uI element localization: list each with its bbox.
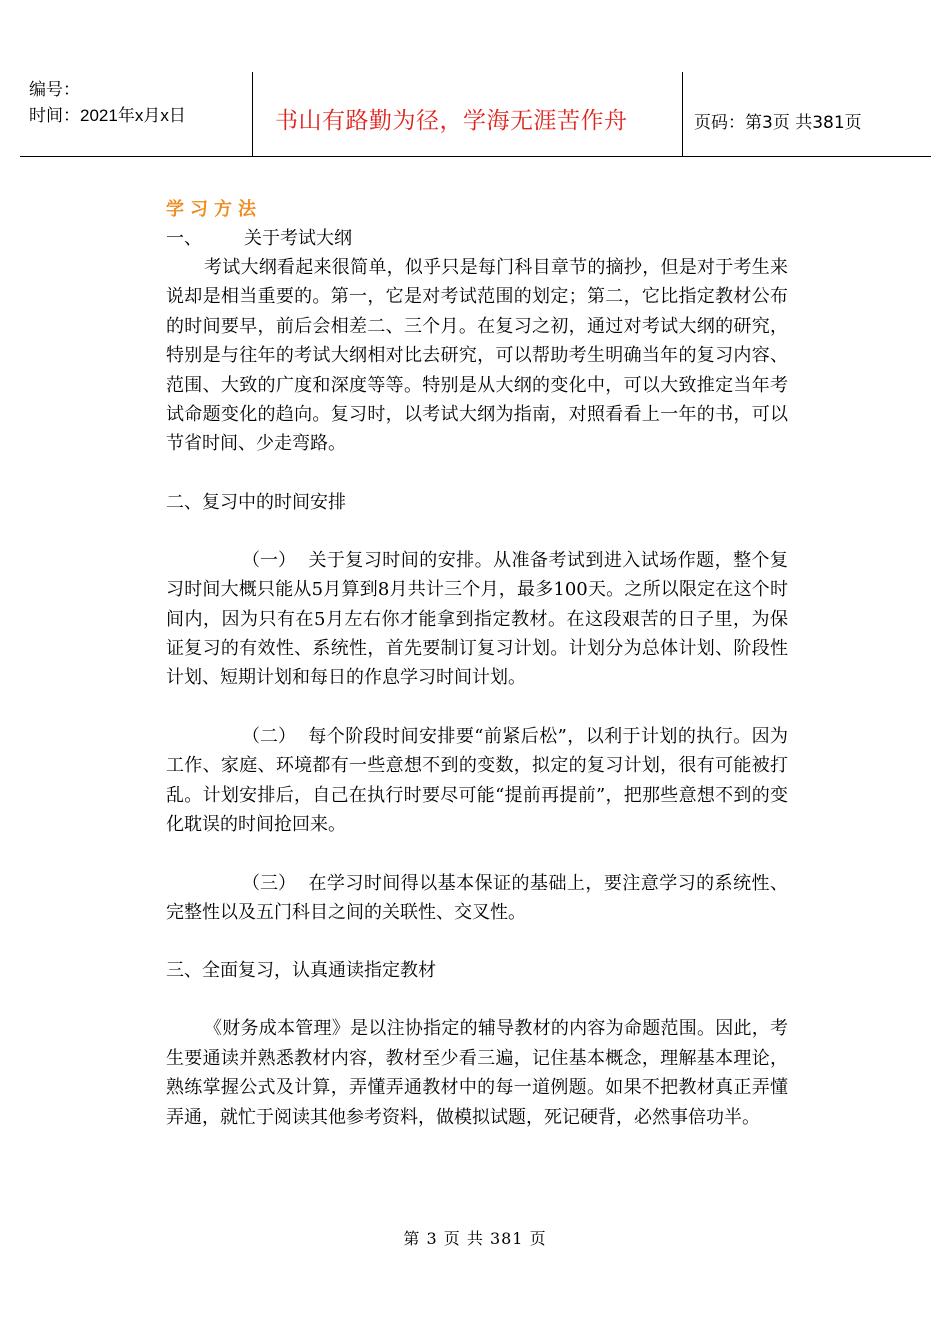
item-1-text: 关于复习时间的安排。从准备考试到进入试场作题，整个复习时间大概只能从5月算到8月共计三个月，最多100天。之所以限定在这个时间内，因为只有在5月左右你才能拿到指定教材。在这段艰苦的日子里，为保证复习的有效性、系统性，首先要制订复习计划。计划分为总体计划、阶段性计划、短期计划和每日的作息学习时间计划。 bbox=[166, 549, 788, 689]
paragraph-syllabus: 考试大纲看起来很简单，似乎只是每门科目章节的摘抄，但是对于考生来说却是相当重要的。第一，它是对考试范围的划定；第二，它比指定教材公布的时间要早，前后会相差二、三个月。在复习之初，通过对考试大纲的研究，特别是与往年的考试大纲相对比去研究，可以帮助考生明确当年的复习内容、范围、大致的广度和深度等等。特别是从大纲的变化中，可以大致推定当年考试命题变化的趋向。复习时，以考试大纲为指南，对照看看上一年的书，可以节省时间、少走弯路。 bbox=[166, 257, 788, 455]
item-3-label: （三） bbox=[242, 872, 296, 894]
item-1-label: （一） bbox=[242, 549, 296, 571]
document-time-label: 时间：2021年x月x日 bbox=[29, 106, 186, 125]
header-motto: 书山有路勤为径，学海无涯苦作舟 bbox=[275, 108, 628, 134]
header-page-cell bbox=[682, 72, 931, 156]
heading-1-title: 关于考试大纲 bbox=[244, 228, 352, 249]
header-info-cell bbox=[20, 72, 253, 156]
heading-1-number: 一、 bbox=[166, 228, 202, 249]
document-number-label: 编号： bbox=[29, 80, 80, 99]
page-header bbox=[20, 72, 931, 157]
paragraph-item-2 bbox=[166, 722, 788, 840]
paragraph-item-3 bbox=[166, 869, 788, 928]
heading-3: 三、全面复习，认真通读指定教材 bbox=[166, 960, 436, 982]
item-2-label: （二） bbox=[242, 725, 296, 747]
header-page-number: 页码：第3页 共381页 bbox=[694, 113, 862, 133]
heading-2: 二、复习中的时间安排 bbox=[166, 491, 346, 513]
page-footer: 第 3 页 共 381 页 bbox=[403, 1229, 547, 1248]
item-3-text: 在学习时间得以基本保证的基础上，要注意学习的系统性、完整性以及五门科目之间的关联性、交叉性。 bbox=[166, 872, 788, 923]
paragraph-item-1 bbox=[166, 546, 788, 693]
paragraph-textbook: 《财务成本管理》是以注协指定的辅导教材的内容为命题范围。因此，考生要通读并熟悉教材内容，教材至少看三遍，记住基本概念，理解基本理论，熟练掌握公式及计算，弄懂弄通教材中的每一道例题。如果不把教材真正弄懂弄通，就忙于阅读其他参考资料，做模拟试题，死记硬背，必然事倍功半。 bbox=[166, 1018, 788, 1128]
header-motto-cell bbox=[252, 72, 683, 156]
item-2-text: 每个阶段时间安排要“前紧后松”，以利于计划的执行。因为工作、家庭、环境都有一些意想不到的变数，拟定的复习计划，很有可能被打乱。计划安排后，自己在执行时要尽可能“提前再提前”，把那些意想不到的变化耽误的时间抢回来。 bbox=[166, 725, 788, 836]
section-title: 学习方法 bbox=[166, 199, 262, 220]
heading-1 bbox=[166, 224, 788, 253]
document-body bbox=[166, 196, 788, 1132]
